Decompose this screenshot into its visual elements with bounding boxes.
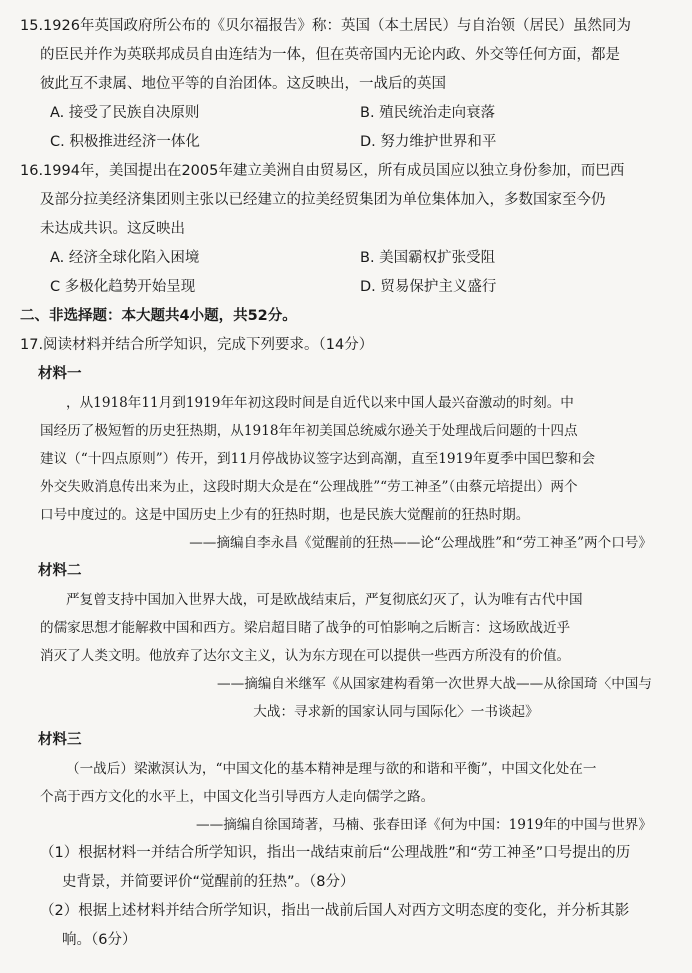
q16-stem-line-2: 及部分拉美经济集团则主张以已经建立的拉美经贸集团为单位集体加入，多数国家至今仍 [40, 192, 606, 208]
material-2-source-line-2: 大战：寻求新的国家认同与国际化〉一书谈起》 [253, 704, 539, 720]
sub-question-2-line-2: 响。（6分） [62, 932, 137, 948]
material-2-text [20, 586, 670, 670]
q15-option-a: A. 接受了民族自决原则 [50, 105, 200, 121]
sub-question-2-line-1: （2）根据上述材料并结合所学知识，指出一战前后国人对西方文明态度的变化，并分析其影 [40, 903, 630, 919]
sub-question-2 [20, 897, 670, 955]
question-15-options [20, 99, 670, 157]
q16-stem-line-1: 16.1994年，美国提出在2005年建立美洲自由贸易区，所有成员国应以独立身份参加，而巴西 [20, 163, 625, 179]
material-3-source: ——摘编自徐国琦著，马楠、张春田译《何为中国：1919年的中国与世界》 [196, 817, 652, 833]
q16-stem-line-3: 未达成共识。这反映出 [40, 221, 185, 237]
q15-stem-line-3: 彼此互不隶属、地位平等的自治团体。这反映出，一战后的英国 [40, 76, 446, 92]
question-15-stem [20, 12, 670, 99]
material-1-line-4: 外交失败消息传出来为止，这段时期大众是在“公理战胜”“劳工神圣”（由蔡元培提出）两个 [40, 479, 578, 495]
q16-option-c: C 多极化趋势开始呈现 [50, 279, 196, 295]
q15-option-c: C. 积极推进经济一体化 [50, 134, 200, 150]
material-1-label: 材料一 [38, 366, 82, 382]
material-1-line-3: 建议（“十四点原则”）传开，到11月停战协议签字达到高潮，直至1919年夏季中国巴黎和会 [40, 451, 596, 467]
material-2-line-3: 消灭了人类文明。他放弃了达尔文主义，认为东方现在可以提供一些西方所没有的价值。 [40, 648, 571, 664]
q15-option-d: D. 努力维护世界和平 [360, 134, 497, 150]
material-1-line-5: 口号中度过的。这是中国历史上少有的狂热时期，也是民族大觉醒前的狂热时期。 [40, 507, 530, 523]
question-16-options [20, 244, 670, 302]
sub-question-1-line-2: 史背景，并简要评价“觉醒前的狂热”。（8分） [62, 874, 355, 890]
question-15 [20, 12, 670, 157]
material-1-line-2: 国经历了极短暂的历史狂热期，从1918年年初美国总统威尔逊关于处理战后问题的十四点 [40, 423, 578, 439]
material-2-line-1: 严复曾支持中国加入世界大战，可是欧战结束后，严复彻底幻灭了，认为唯有古代中国 [66, 592, 583, 608]
question-17 [20, 331, 670, 955]
material-3-label: 材料三 [38, 732, 82, 748]
question-16 [20, 157, 670, 302]
question-17-stem: 17.阅读材料并结合所学知识，完成下列要求。（14分） [20, 337, 374, 353]
q15-stem-line-2: 的臣民并作为英联邦成员自由连结为一体，但在英帝国内无论内政、外交等任何方面，都是 [40, 47, 620, 63]
material-1-source: ——摘编自李永昌《觉醒前的狂热——论“公理战胜”和“劳工神圣”两个口号》 [189, 535, 652, 551]
material-2-label: 材料二 [38, 563, 82, 579]
sub-question-1-line-1: （1）根据材料一并结合所学知识，指出一战结束前后“公理战胜”和“劳工神圣”口号提出的历 [40, 845, 631, 861]
q15-stem-line-1: 15.1926年英国政府所公布的《贝尔福报告》称：英国（本土居民）与自治领（居民）虽然同为 [20, 18, 631, 34]
material-2-line-2: 的儒家思想才能解救中国和西方。梁启超目睹了战争的可怕影响之后断言：这场欧战近乎 [40, 620, 571, 636]
q15-option-b: B. 殖民统治走向衰落 [360, 105, 496, 121]
q16-option-d: D. 贸易保护主义盛行 [360, 279, 497, 295]
material-1-line-1: ，从1918年11月到1919年年初这段时间是自近代以来中国人最兴奋激动的时刻。中 [66, 395, 574, 411]
material-3-line-2: 个高于西方文化的水平上，中国文化当引导西方人走向儒学之路。 [40, 789, 435, 805]
material-3-text [20, 755, 670, 811]
material-1-text [20, 389, 670, 529]
q16-option-a: A. 经济全球化陷入困境 [50, 250, 200, 266]
sub-question-1 [20, 839, 670, 897]
section-title-non-choice: 二、非选择题：本大题共4小题，共52分。 [20, 308, 297, 324]
material-2-source-line-1: ——摘编自米继军《从国家建构看第一次世界大战——从徐国琦〈中国与 [217, 676, 652, 692]
question-16-stem [20, 157, 670, 244]
q16-option-b: B. 美国霸权扩张受阻 [360, 250, 496, 266]
material-3-line-1: （一战后）梁漱溟认为，“中国文化的基本精神是理与欲的和谐和平衡”，中国文化处在一 [66, 761, 597, 777]
